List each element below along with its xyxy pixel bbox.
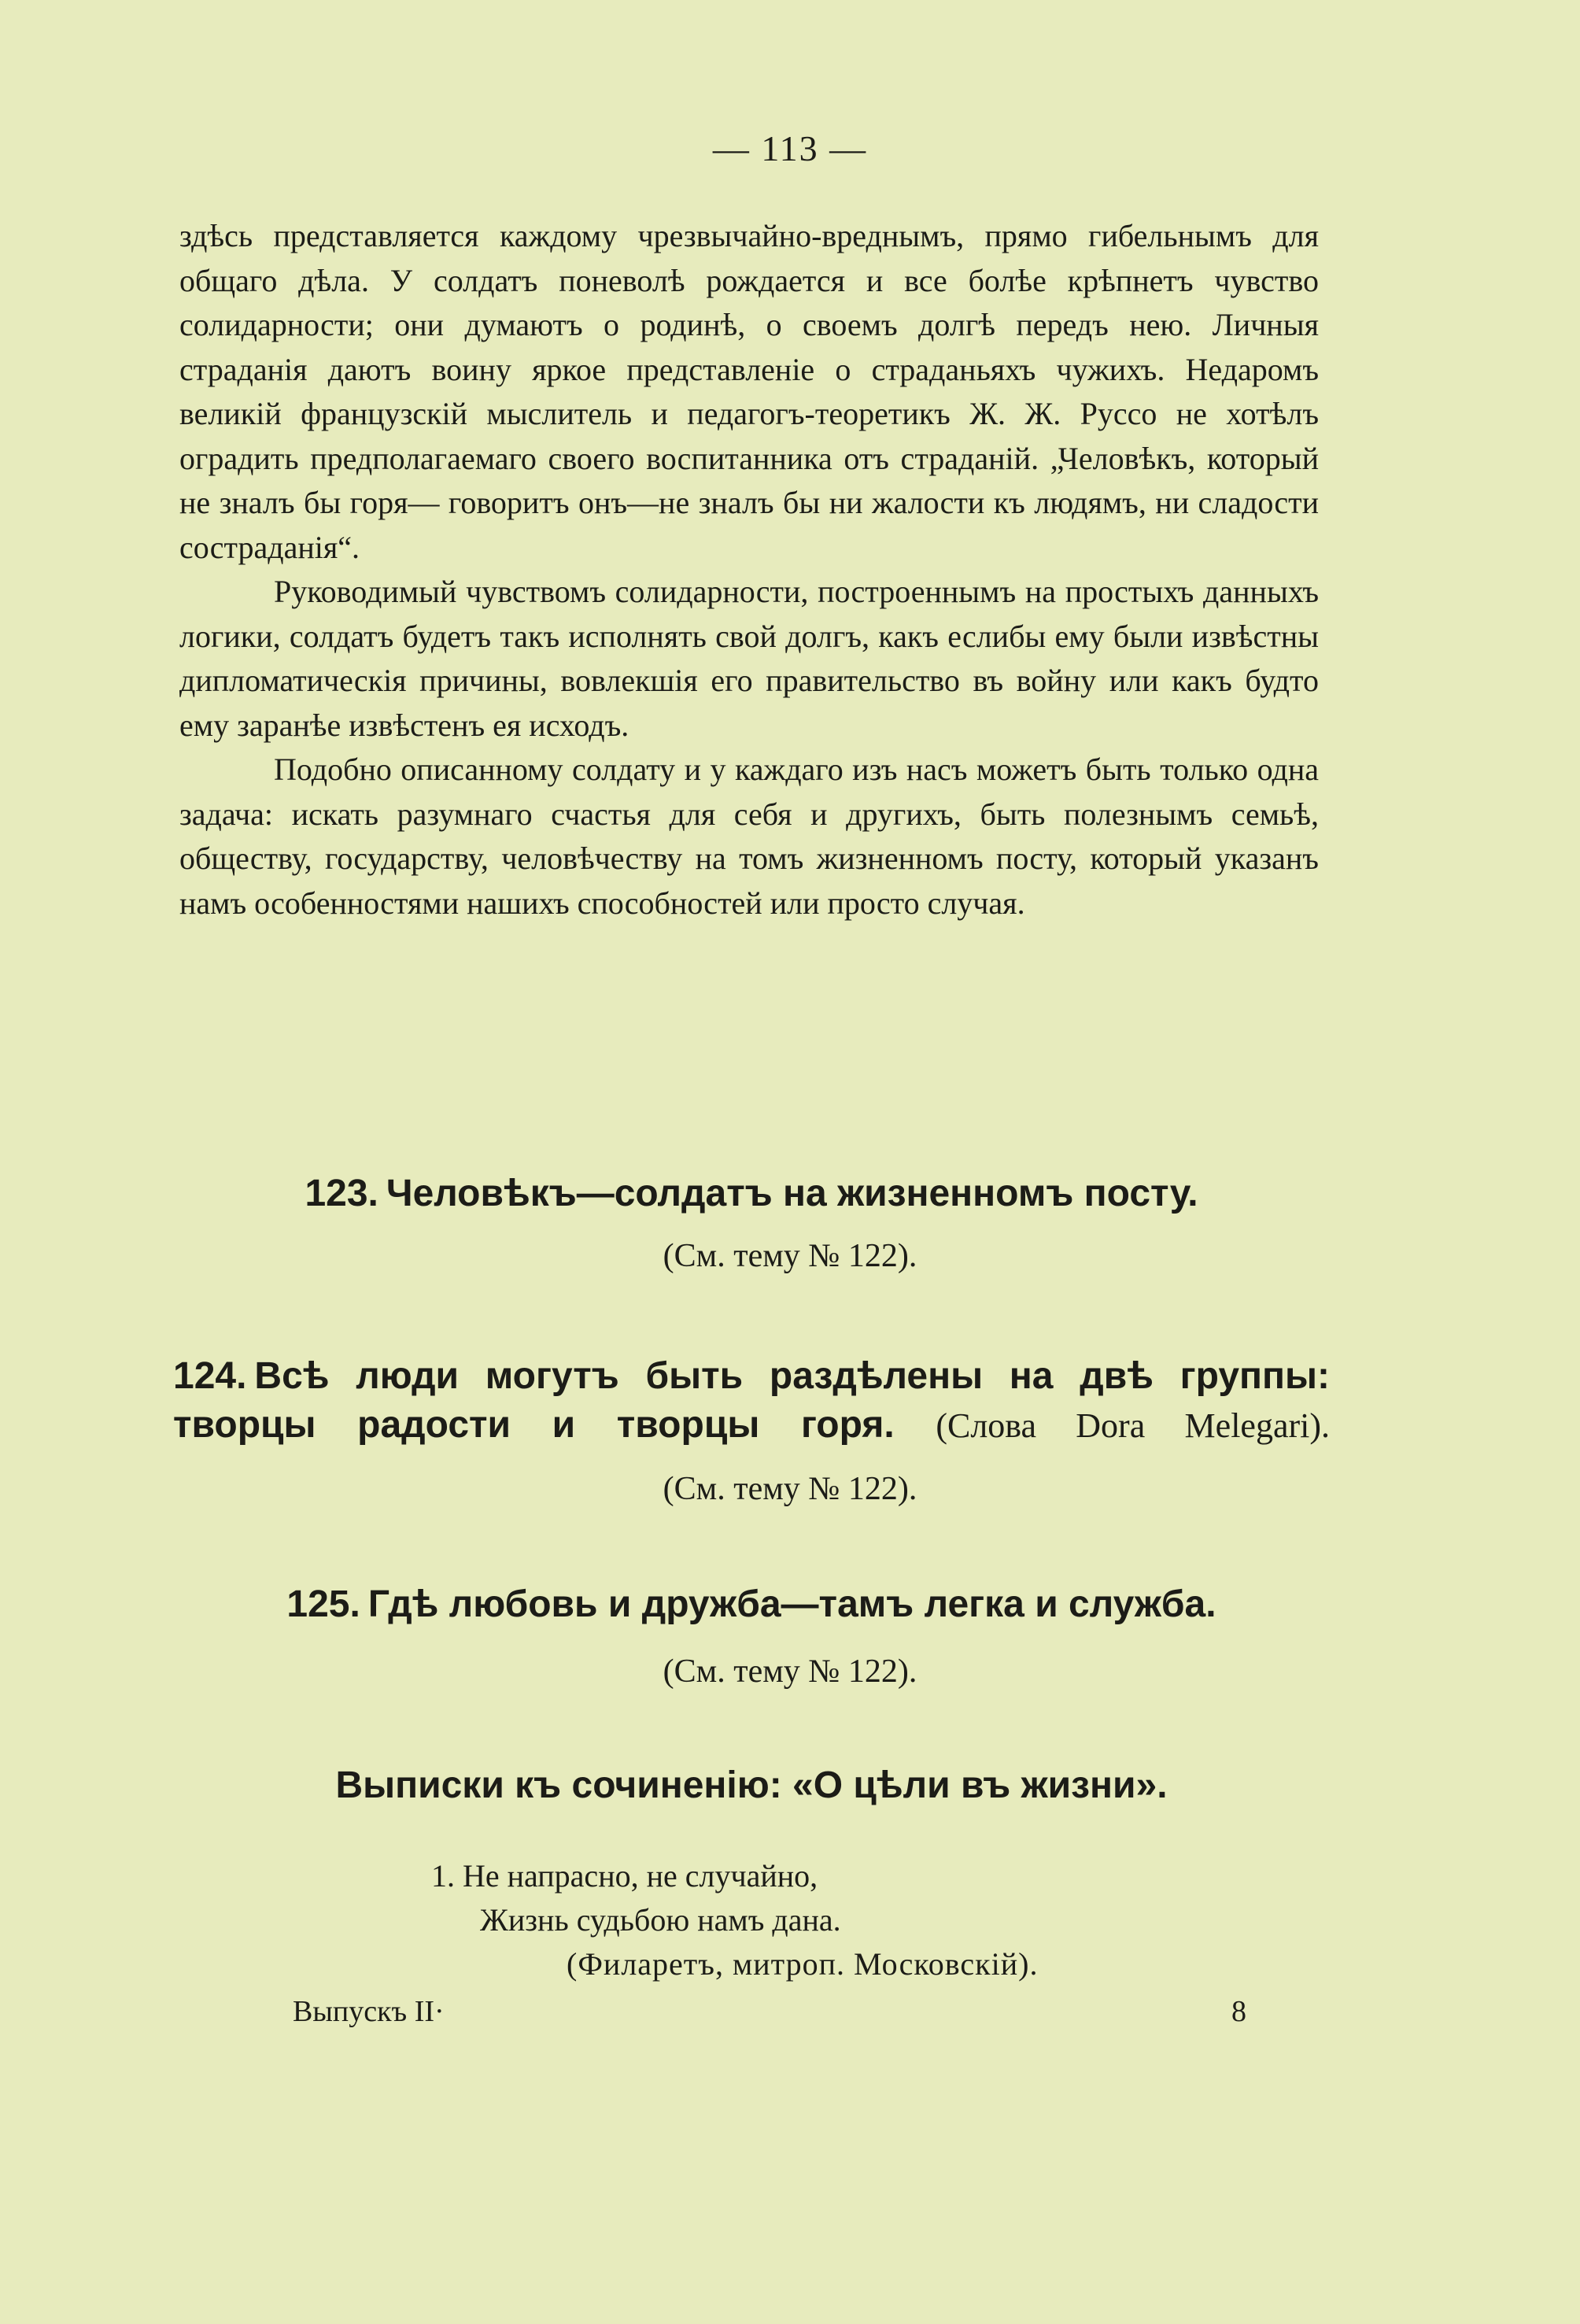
topic-heading-124 — [173, 1352, 1330, 1450]
paragraph: Подобно описанному солдату и у каждаго изъ насъ можетъ быть только одна задача: искать разумнаго счастья для себя и другихъ, быть полезнымъ семьѣ, обществу, государству, человѣчеству на томъ жизненномъ посту, который указанъ намъ особенностями нашихъ способностей или просто случая. — [179, 752, 1319, 921]
topic-cross-reference: (См. тему № 122). — [663, 1238, 917, 1274]
body-text — [179, 214, 1319, 926]
poem-line: 1. Не напрасно, не случайно, — [431, 1858, 818, 1894]
sheet-number: 8 — [1231, 1995, 1246, 2028]
poem-excerpt — [431, 1854, 1328, 1986]
topic-heading-123 — [173, 1169, 1330, 1218]
poem-number: 1. — [431, 1858, 455, 1894]
topic-number: 123. — [305, 1173, 378, 1214]
topic-title: Всѣ люди могутъ быть раздѣлены на двѣ группы: творцы радости и творцы горя. — [173, 1355, 1330, 1446]
paragraph: здѣсь представляется каждому чрезвычайно-вреднымъ, прямо гибельнымъ для общаго дѣла. У солдатъ поневолѣ рождается и все болѣе крѣпнетъ чувство солидарности; они думаютъ о родинѣ, о своемъ долгѣ передъ нею. Личныя страданія даютъ воину яркое представленіе о страданьяхъ чужихъ. Недаромъ великій французскій мыслитель и педагогъ-теоретикъ Ж. Ж. Руссо не хотѣлъ оградить предполагаемаго своего воспитанника отъ страданій. „Человѣкъ, который не зналъ бы горя— говоритъ онъ—не зналъ бы ни жалости къ людямъ, ни сладости состраданія“. — [179, 218, 1319, 565]
topic-number: 124. — [173, 1355, 247, 1397]
topic-source: (Слова Dora Melegari). — [936, 1406, 1331, 1445]
topic-heading-125 — [173, 1580, 1330, 1629]
signature-mark: Выпускъ II· — [293, 1995, 445, 2028]
poem-attribution: (Филаретъ, митроп. Московскій). — [567, 1946, 1039, 1982]
topic-cross-reference: (См. тему № 122). — [663, 1653, 917, 1690]
topic-title: Человѣкъ—солдатъ на жизненномъ посту. — [386, 1173, 1198, 1214]
page-number: — 113 — — [712, 128, 868, 168]
poem-line: Жизнь судьбою намъ дана. — [480, 1902, 841, 1938]
topic-title: Гдѣ любовь и дружба—тамъ легка и служба. — [367, 1583, 1216, 1625]
topic-number: 125. — [286, 1583, 360, 1625]
paragraph: Руководимый чувствомъ солидарности, построеннымъ на простыхъ данныхъ логики, солдатъ будетъ такъ исполнять свой долгъ, какъ еслибы ему были извѣстны дипломатическія причины, вовлекшія его правительство въ войну или какъ будто ему заранѣе извѣстенъ ея исходъ. — [179, 574, 1319, 743]
excerpts-heading: Выписки къ сочиненію: «О цѣли въ жизни». — [335, 1764, 1168, 1806]
topic-cross-reference: (См. тему № 122). — [663, 1471, 917, 1507]
